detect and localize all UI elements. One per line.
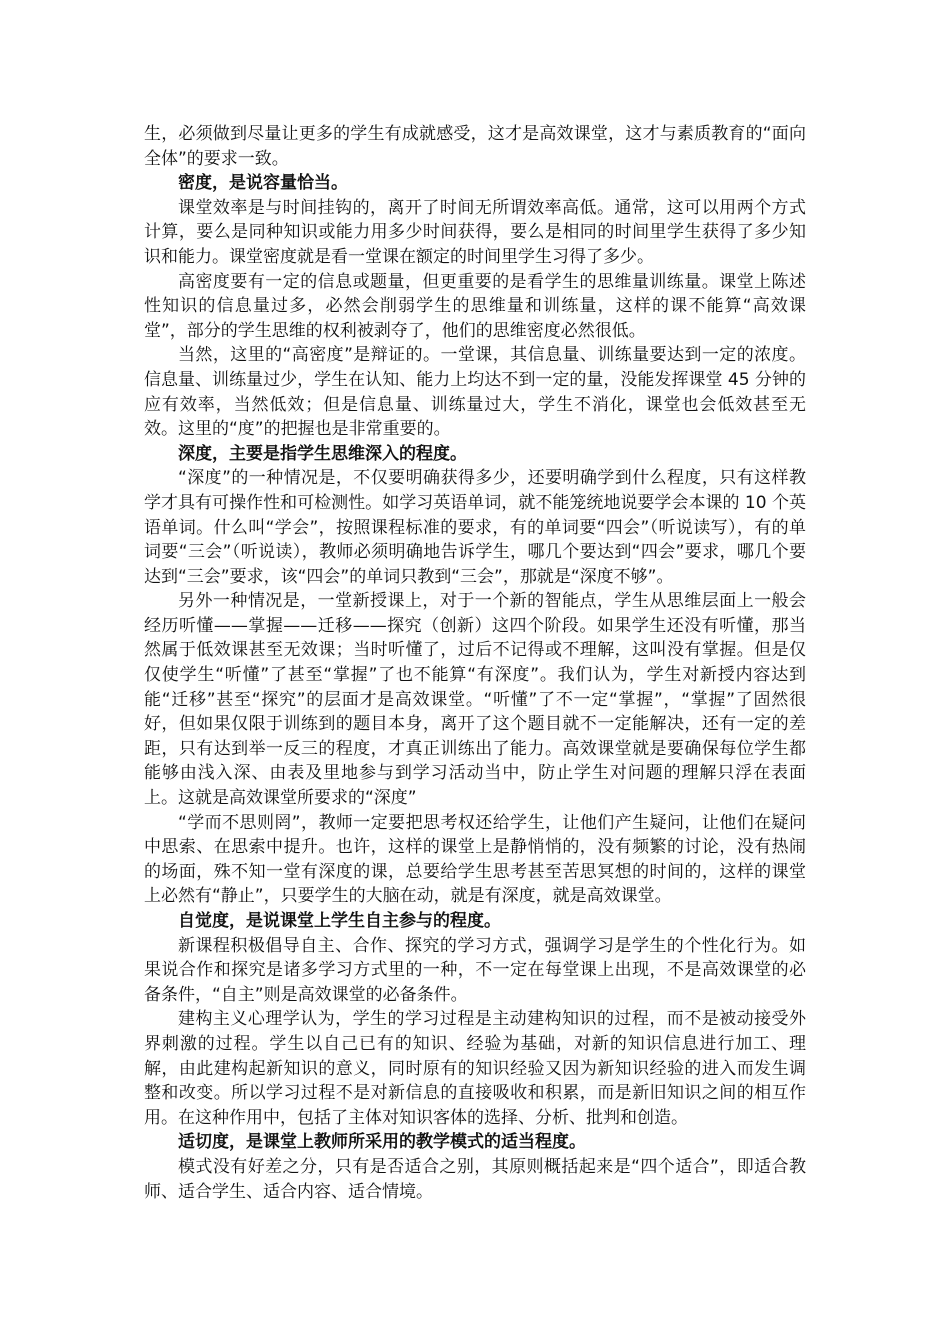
section-heading-depth: 深度，主要是指学生思维深入的程度。 bbox=[178, 443, 467, 464]
section-heading-autonomy: 自觉度，是说课堂上学生自主参与的程度。 bbox=[178, 911, 501, 931]
section-heading-density: 密度，是说容量恰当。 bbox=[178, 173, 348, 194]
paragraph: 课堂效率是与时间挂钩的，离开了时间无所谓效率高低。通常，这可以用两个方式计算，要么是同种知识或能力用多少时间获得，要么是相同的时间里学生获得了多少知识和能力。课堂密度就是看一堂课在额定的时间里学生习得了多少。 bbox=[144, 197, 806, 267]
paragraph-continuation: 生，必须做到尽量让更多的学生有成就感受，这才是高效课堂，这才与素质教育的“面向全体”的要求一致。 bbox=[144, 124, 806, 169]
paragraph: 建构主义心理学认为，学生的学习过程是主动建构知识的过程，而不是被动接受外界刺激的过程。学生以自己已有的知识、经验为基础，对新的知识信息进行加工、理解，由此建构起新知识的意义，同时原有的知识经验又因为新知识经验的进入而发生调整和改变。所以学习过程不是对新信息的直接吸收和积累，而是新旧知识之间的相互作用。在这种作用中，包括了主体对知识客体的选择、分析、批判和创造。 bbox=[144, 1009, 806, 1128]
paragraph: “深度”的一种情况是，不仅要明确获得多少，还要明确学到什么程度，只有这样教学才具有可操作性和可检测性。如学习英语单词，就不能笼统地说要学会本课的 10 个英语单词。什么叫“学会”，按照课程标准的要求，有的单词要“四会”（听说读写），有的单词要“三会”（听说读），教师必须明确地告诉学生，哪几个要达到“四会”要求，哪几个要达到“三会”要求，该“四会”的单词只教到“三会”，那就是“深度不够”。 bbox=[144, 468, 806, 587]
paragraph: 另外一种情况是，一堂新授课上，对于一个新的智能点，学生从思维层面上一般会经历听懂——掌握——迁移——探究（创新）这四个阶段。如果学生还没有听懂，那当然属于低效课甚至无效课；当时听懂了，过后不记得或不理解，这叫没有掌握。但是仅仅使学生“听懂”了甚至“掌握”了也不能算“有深度”。我们认为，学生对新授内容达到能“迁移”甚至“探究”的层面才是高效课堂。“听懂”了不一定“掌握”，“掌握”了固然很好，但如果仅限于训练到的题目本身，离开了这个题目就不一定能解决，还有一定的差距，只有达到举一反三的程度，才真正训练出了能力。高效课堂就是要确保每位学生都能够由浅入深、由表及里地参与到学习活动当中，防止学生对问题的理解只浮在表面上。这就是高效课堂所要求的“深度” bbox=[144, 591, 806, 809]
paragraph: 新课程积极倡导自主、合作、探究的学习方式，强调学习是学生的个性化行为。如果说合作和探究是诸多学习方式里的一种，不一定在每堂课上出现，不是高效课堂的必备条件，“自主”则是高效课堂的必备条件。 bbox=[144, 935, 806, 1005]
paragraph: 当然，这里的“高密度”是辩证的。一堂课，其信息量、训练量要达到一定的浓度。信息量、训练量过少，学生在认知、能力上均达不到一定的量，没能发挥课堂 45 分钟的应有效率，当然低效；但是信息量、训练量过大，学生不消化，课堂也会低效甚至无效。这里的“度”的把握也是非常重要的。 bbox=[144, 345, 806, 440]
paragraph: 高密度要有一定的信息或题量，但更重要的是看学生的思维量训练量。课堂上陈述性知识的信息量过多，必然会削弱学生的思维量和训练量，这样的课不能算“高效课堂”，部分的学生思维的权利被剥夺了，他们的思维密度必然很低。 bbox=[144, 271, 806, 341]
section-heading-suitability: 适切度，是课堂上教师所采用的教学模式的适当程度。 bbox=[178, 1132, 586, 1153]
paragraph: 模式没有好差之分，只有是否适合之别，其原则概括起来是“四个适合”，即适合教师、适合学生、适合内容、适合情境。 bbox=[144, 1156, 806, 1202]
document-page bbox=[144, 122, 806, 1204]
paragraph: “学而不思则罔”，教师一定要把思考权还给学生，让他们产生疑问，让他们在疑问中思索、在思索中提升。也许，这样的课堂上是静悄悄的，没有频繁的讨论，没有热闹的场面，殊不知一堂有深度的课，总要给学生思考甚至苦思冥想的时间的，这样的课堂上必然有“静止”，只要学生的大脑在动，就是有深度，就是高效课堂。 bbox=[144, 812, 806, 907]
